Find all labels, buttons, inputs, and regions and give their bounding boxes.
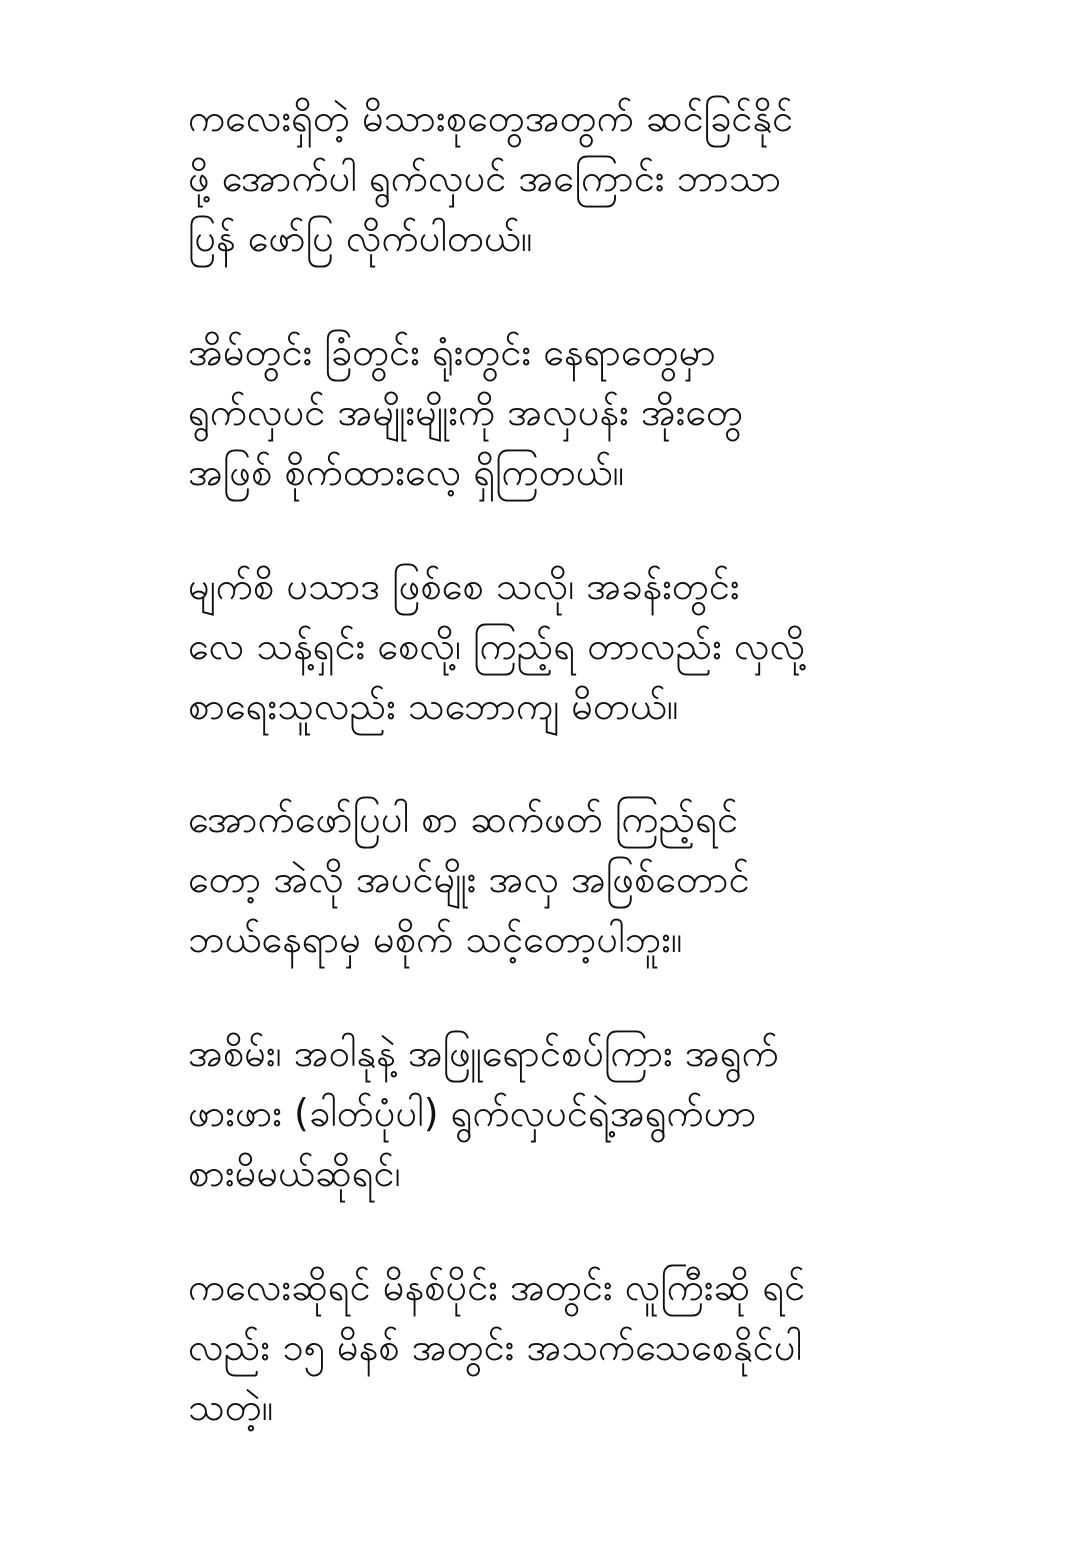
paragraph-2	[188, 322, 1008, 502]
paragraph-line: ကလေးဆိုရင် မိနစ်ပိုင်း အတွင်း လူကြီးဆို ရင်	[188, 1265, 806, 1309]
paragraph-line: အစိမ်း၊ အဝါနုနဲ့ အဖြူရောင်စပ်ကြား အရွက်	[188, 1031, 779, 1075]
paragraph-line: အောက်ဖော်ပြပါ စာ ဆက်ဖတ် ကြည့်ရင်	[188, 797, 739, 841]
paragraph-line: သတဲ့။	[188, 1385, 274, 1429]
paragraph-6	[188, 1257, 1008, 1437]
paragraph-line: စားမိမယ်ဆိုရင်၊	[188, 1151, 401, 1195]
paragraph-line: လည်း ၁၅ မိနစ် အတွင်း အသက်သေစေနိုင်ပါ	[188, 1325, 803, 1369]
paragraph-line: စာရေးသူလည်း သဘောကျ မိတယ်။	[188, 684, 679, 728]
paragraph-line: ဘယ်နေရာမှ မစိုက် သင့်တော့ပါဘူး။	[188, 917, 683, 961]
paragraph-4	[188, 789, 1008, 969]
paragraph-line: ပြန် ဖော်ပြ လိုက်ပါတယ်။	[188, 216, 533, 260]
paragraph-line: အိမ်တွင်း ခြံတွင်း ရုံးတွင်း နေရာတွေမှာ	[188, 330, 716, 374]
paragraph-line: အဖြစ် စိုက်ထားလေ့ ရှိကြတယ်။	[188, 450, 625, 494]
paragraph-line: လေ သန့်ရှင်း စေလို့၊ ကြည့်ရ တာလည်း လှလို့	[188, 624, 806, 668]
paragraph-line: ဖို့ အောက်ပါ ရွက်လှပင် အကြောင်း ဘာသာ	[188, 156, 782, 200]
paragraph-line: မျက်စိ ပသာဒ ဖြစ်စေ သလို၊ အခန်းတွင်း	[188, 564, 740, 608]
paragraph-line: ရွက်လှပင် အမျိုးမျိုးကို အလှပန်း အိုးတွေ	[188, 390, 743, 434]
paragraph-line: ကလေးရှိတဲ့ မိသားစုတွေအတွက် ဆင်ခြင်နိုင်	[188, 96, 794, 140]
paragraph-3	[188, 556, 1008, 736]
paragraph-line: တော့ အဲလို အပင်မျိုး အလှ အဖြစ်တောင်	[188, 857, 750, 901]
paragraph-1	[188, 88, 1008, 268]
paragraph-line: ဖားဖား (ခါတ်ပုံပါ) ရွက်လှပင်ရဲ့အရွက်ဟာ	[188, 1091, 757, 1135]
paragraph-5	[188, 1023, 1008, 1203]
